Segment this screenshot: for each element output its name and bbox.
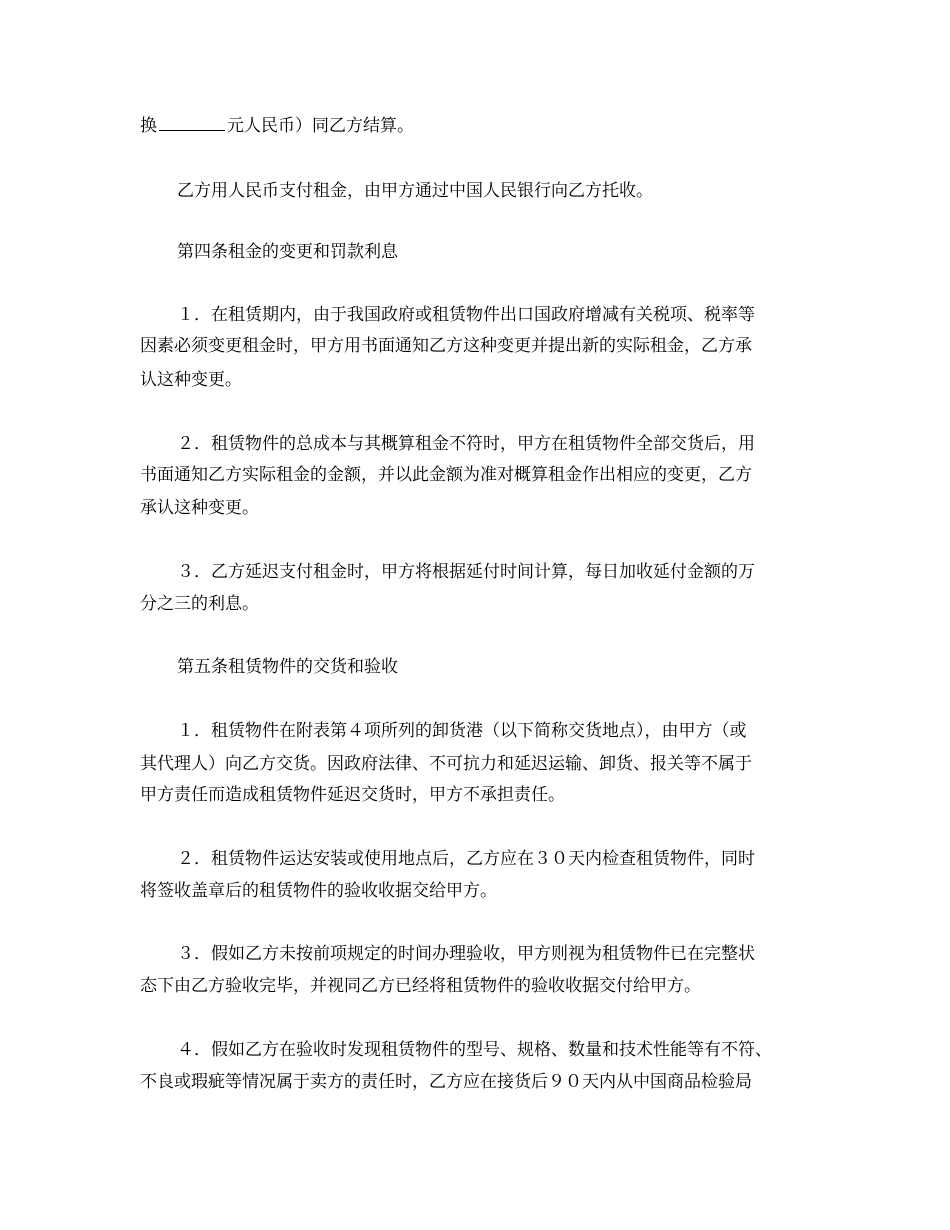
paragraph-line: ４．假如乙方在验收时发现租赁物件的型号、规格、数量和技术性能等有不符、 (177, 1040, 772, 1060)
paragraph-line: １．在租赁期内，由于我国政府或租赁物件出口国政府增减有关税项、税率等 (177, 305, 755, 325)
text-fragment: 换 (140, 116, 157, 136)
section-heading: 第四条租金的变更和罚款利息 (177, 242, 398, 262)
paragraph-line: 其代理人）向乙方交货。因政府法律、不可抗力和延迟运输、卸货、报关等不属于 (140, 754, 752, 774)
paragraph-line: 不良或瑕疵等情况属于卖方的责任时，乙方应在接货后９０天内从中国商品检验局 (140, 1072, 752, 1092)
paragraph-line: 态下由乙方验收完毕，并视同乙方已经将租赁物件的验收收据交付给甲方。 (140, 976, 701, 996)
paragraph-line: 因素必须变更租金时，甲方用书面通知乙方这种变更并提出新的实际租金，乙方承 (140, 336, 752, 356)
paragraph-line: ２．租赁物件运达安装或使用地点后，乙方应在３０天内检查租赁物件，同时 (177, 849, 755, 869)
paragraph-line: 认这种变更。 (140, 370, 242, 390)
text-line (140, 115, 830, 137)
paragraph-line: 书面通知乙方实际租金的金额，并以此金额为准对概算租金作出相应的变更，乙方 (140, 465, 752, 485)
text-fragment: 元人民币）同乙方结算。 (227, 116, 414, 136)
paragraph-line: ３．假如乙方未按前项规定的时间办理验收，甲方则视为租赁物件已在完整状 (177, 944, 755, 964)
paragraph-line: 将签收盖章后的租赁物件的验收收据交给甲方。 (140, 881, 497, 901)
paragraph-line: 甲方责任而造成租赁物件延迟交货时，甲方不承担责任。 (140, 785, 565, 805)
section-heading: 第五条租赁物件的交货和验收 (177, 657, 398, 677)
paragraph-line: ２．租赁物件的总成本与其概算租金不符时，甲方在租赁物件全部交货后，用 (177, 434, 755, 454)
paragraph-line: ３．乙方延迟支付租金时，甲方将根据延付时间计算，每日加收延付金额的万 (177, 562, 755, 582)
paragraph-line: １．租赁物件在附表第４项所列的卸货港（以下简称交货地点），由甲方（或 (177, 721, 747, 741)
paragraph-line: 分之三的利息。 (140, 594, 259, 614)
paragraph-line: 乙方用人民币支付租金，由甲方通过中国人民银行向乙方托收。 (177, 181, 653, 201)
fill-in-blank (159, 116, 225, 131)
paragraph-line: 承认这种变更。 (140, 498, 259, 518)
